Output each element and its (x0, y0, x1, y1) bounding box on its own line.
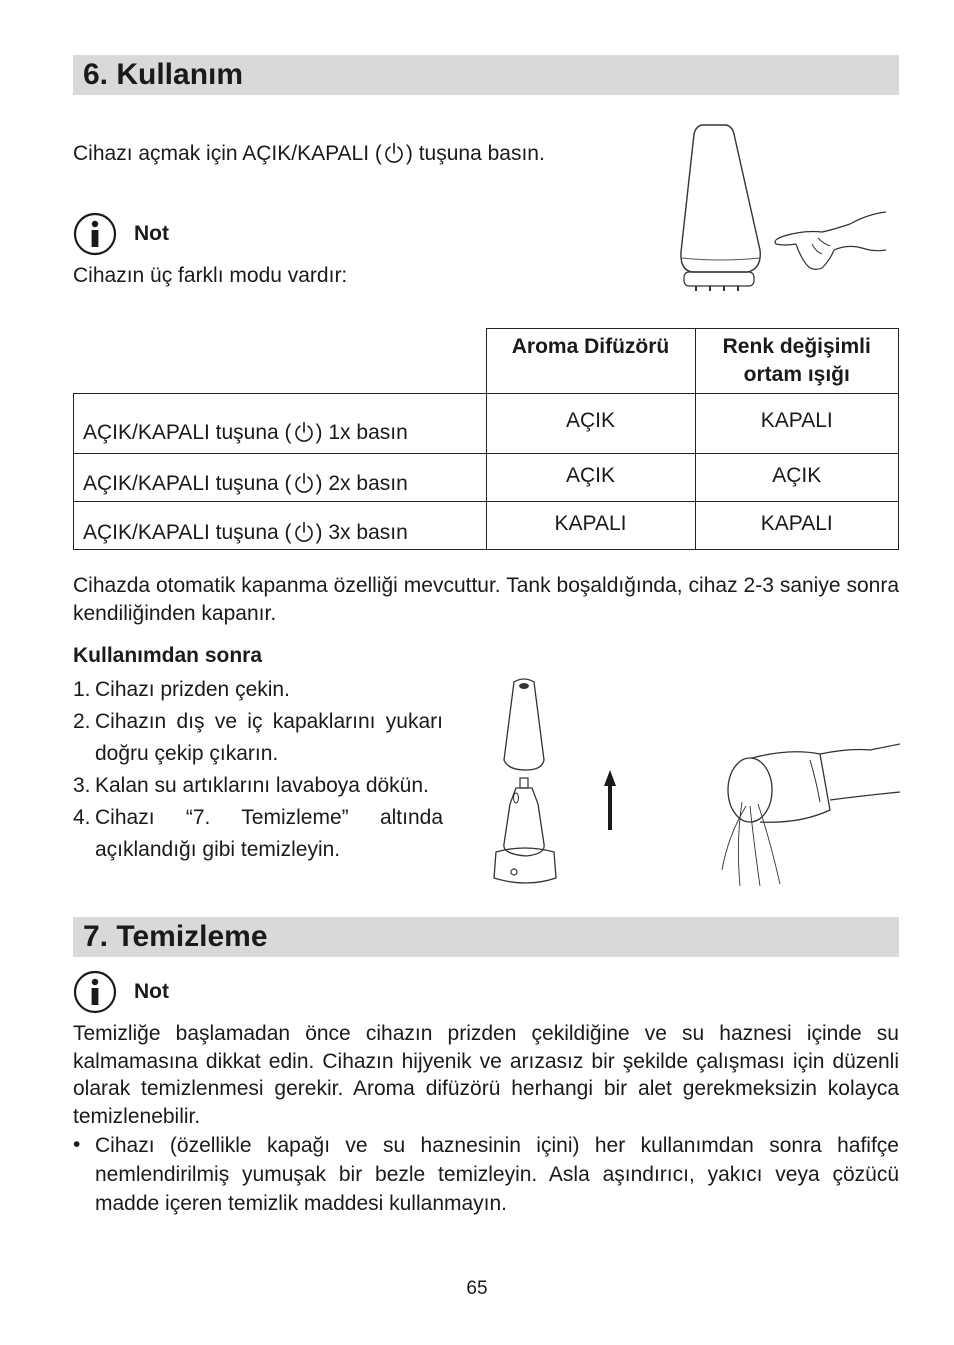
list-item: 2. Cihazın dış ve iç kapaklarını yukarı doğru çekip çıkarın. (73, 710, 443, 765)
table-cell-light: KAPALI (695, 502, 899, 550)
info-icon (73, 212, 117, 256)
power-icon (383, 142, 405, 164)
table-cell-light: AÇIK (695, 454, 899, 502)
table-header-aroma: Aroma Difüzörü (486, 329, 695, 394)
power-icon (293, 421, 315, 443)
table-cell-aroma: AÇIK (486, 454, 695, 502)
table-cell-aroma: KAPALI (486, 502, 695, 550)
section-title: 6. Kullanım (83, 58, 244, 91)
note-label: Not (134, 980, 169, 1003)
table-header-row (74, 329, 899, 394)
table-row-label: AÇIK/KAPALI tuşuna ( ) 1x basın (74, 394, 487, 454)
device-disassembly-illustration (486, 674, 636, 892)
table-header-light: Renk değişimli ortam ışığı (695, 329, 899, 394)
info-icon (73, 970, 117, 1014)
note-text: Cihazın üç farklı modu vardır: (73, 264, 348, 287)
table-cell-light: KAPALI (695, 394, 899, 454)
table-row (74, 454, 899, 502)
list-item: 3. Kalan su artıklarını lavaboya dökün. (73, 774, 429, 797)
after-use-title: Kullanımdan sonra (73, 644, 263, 667)
page-number: 65 (466, 1278, 488, 1299)
after-use-steps (73, 674, 443, 866)
section-header-usage (73, 55, 899, 95)
cleaning-note-text: Temizliğe başlamadan önce cihazın prizden çekildiğine ve su haznesi içinde su kalmamasına dikkat edin. Cihazın hijyenik ve arızasız bir şekilde çalışması için düzenli olarak temizlenmesi gerekir. Aroma difüzörü herhangi bir alet gerekmeksizin kolayca temizlenebilir. (73, 1022, 899, 1128)
table-row (74, 394, 899, 454)
intro-text: Cihazı açmak için AÇIK/KAPALI ( ) tuşuna basın. (73, 142, 545, 165)
power-icon (293, 472, 315, 494)
section-header-cleaning (73, 917, 899, 957)
list-item: 1. Cihazı prizden çekin. (73, 678, 290, 701)
pouring-water-illustration (720, 740, 902, 888)
auto-off-text: Cihazda otomatik kapanma özelliği mevcuttur. Tank boşaldığında, cihaz 2-3 saniye sonra kendiliğinden kapanır. (73, 574, 899, 625)
cleaning-bullet-text: Cihazı (özellikle kapağı ve su haznesinin içini) her kullanımdan sonra hafifçe nemlendirilmiş yumuşak bir bezle temizleyin. Asla aşındırıcı, yakıcı veya çözücü madde içeren temizlik maddesi kullanmayın. (95, 1134, 899, 1215)
section-title: 7. Temizleme (83, 920, 268, 953)
list-item: 4. Cihazı “7. Temizleme” altında açıklandığı gibi temizleyin. (73, 806, 443, 861)
table-row (74, 502, 899, 550)
table-row-label: AÇIK/KAPALI tuşuna ( ) 3x basın (74, 502, 487, 550)
power-icon (293, 521, 315, 543)
modes-table (73, 328, 899, 550)
bullet-icon: • (73, 1133, 81, 1156)
table-cell-aroma: AÇIK (486, 394, 695, 454)
device-power-illustration (672, 120, 892, 295)
table-header-empty (74, 329, 487, 394)
note-label: Not (134, 222, 169, 245)
table-row-label: AÇIK/KAPALI tuşuna ( ) 2x basın (74, 454, 487, 502)
